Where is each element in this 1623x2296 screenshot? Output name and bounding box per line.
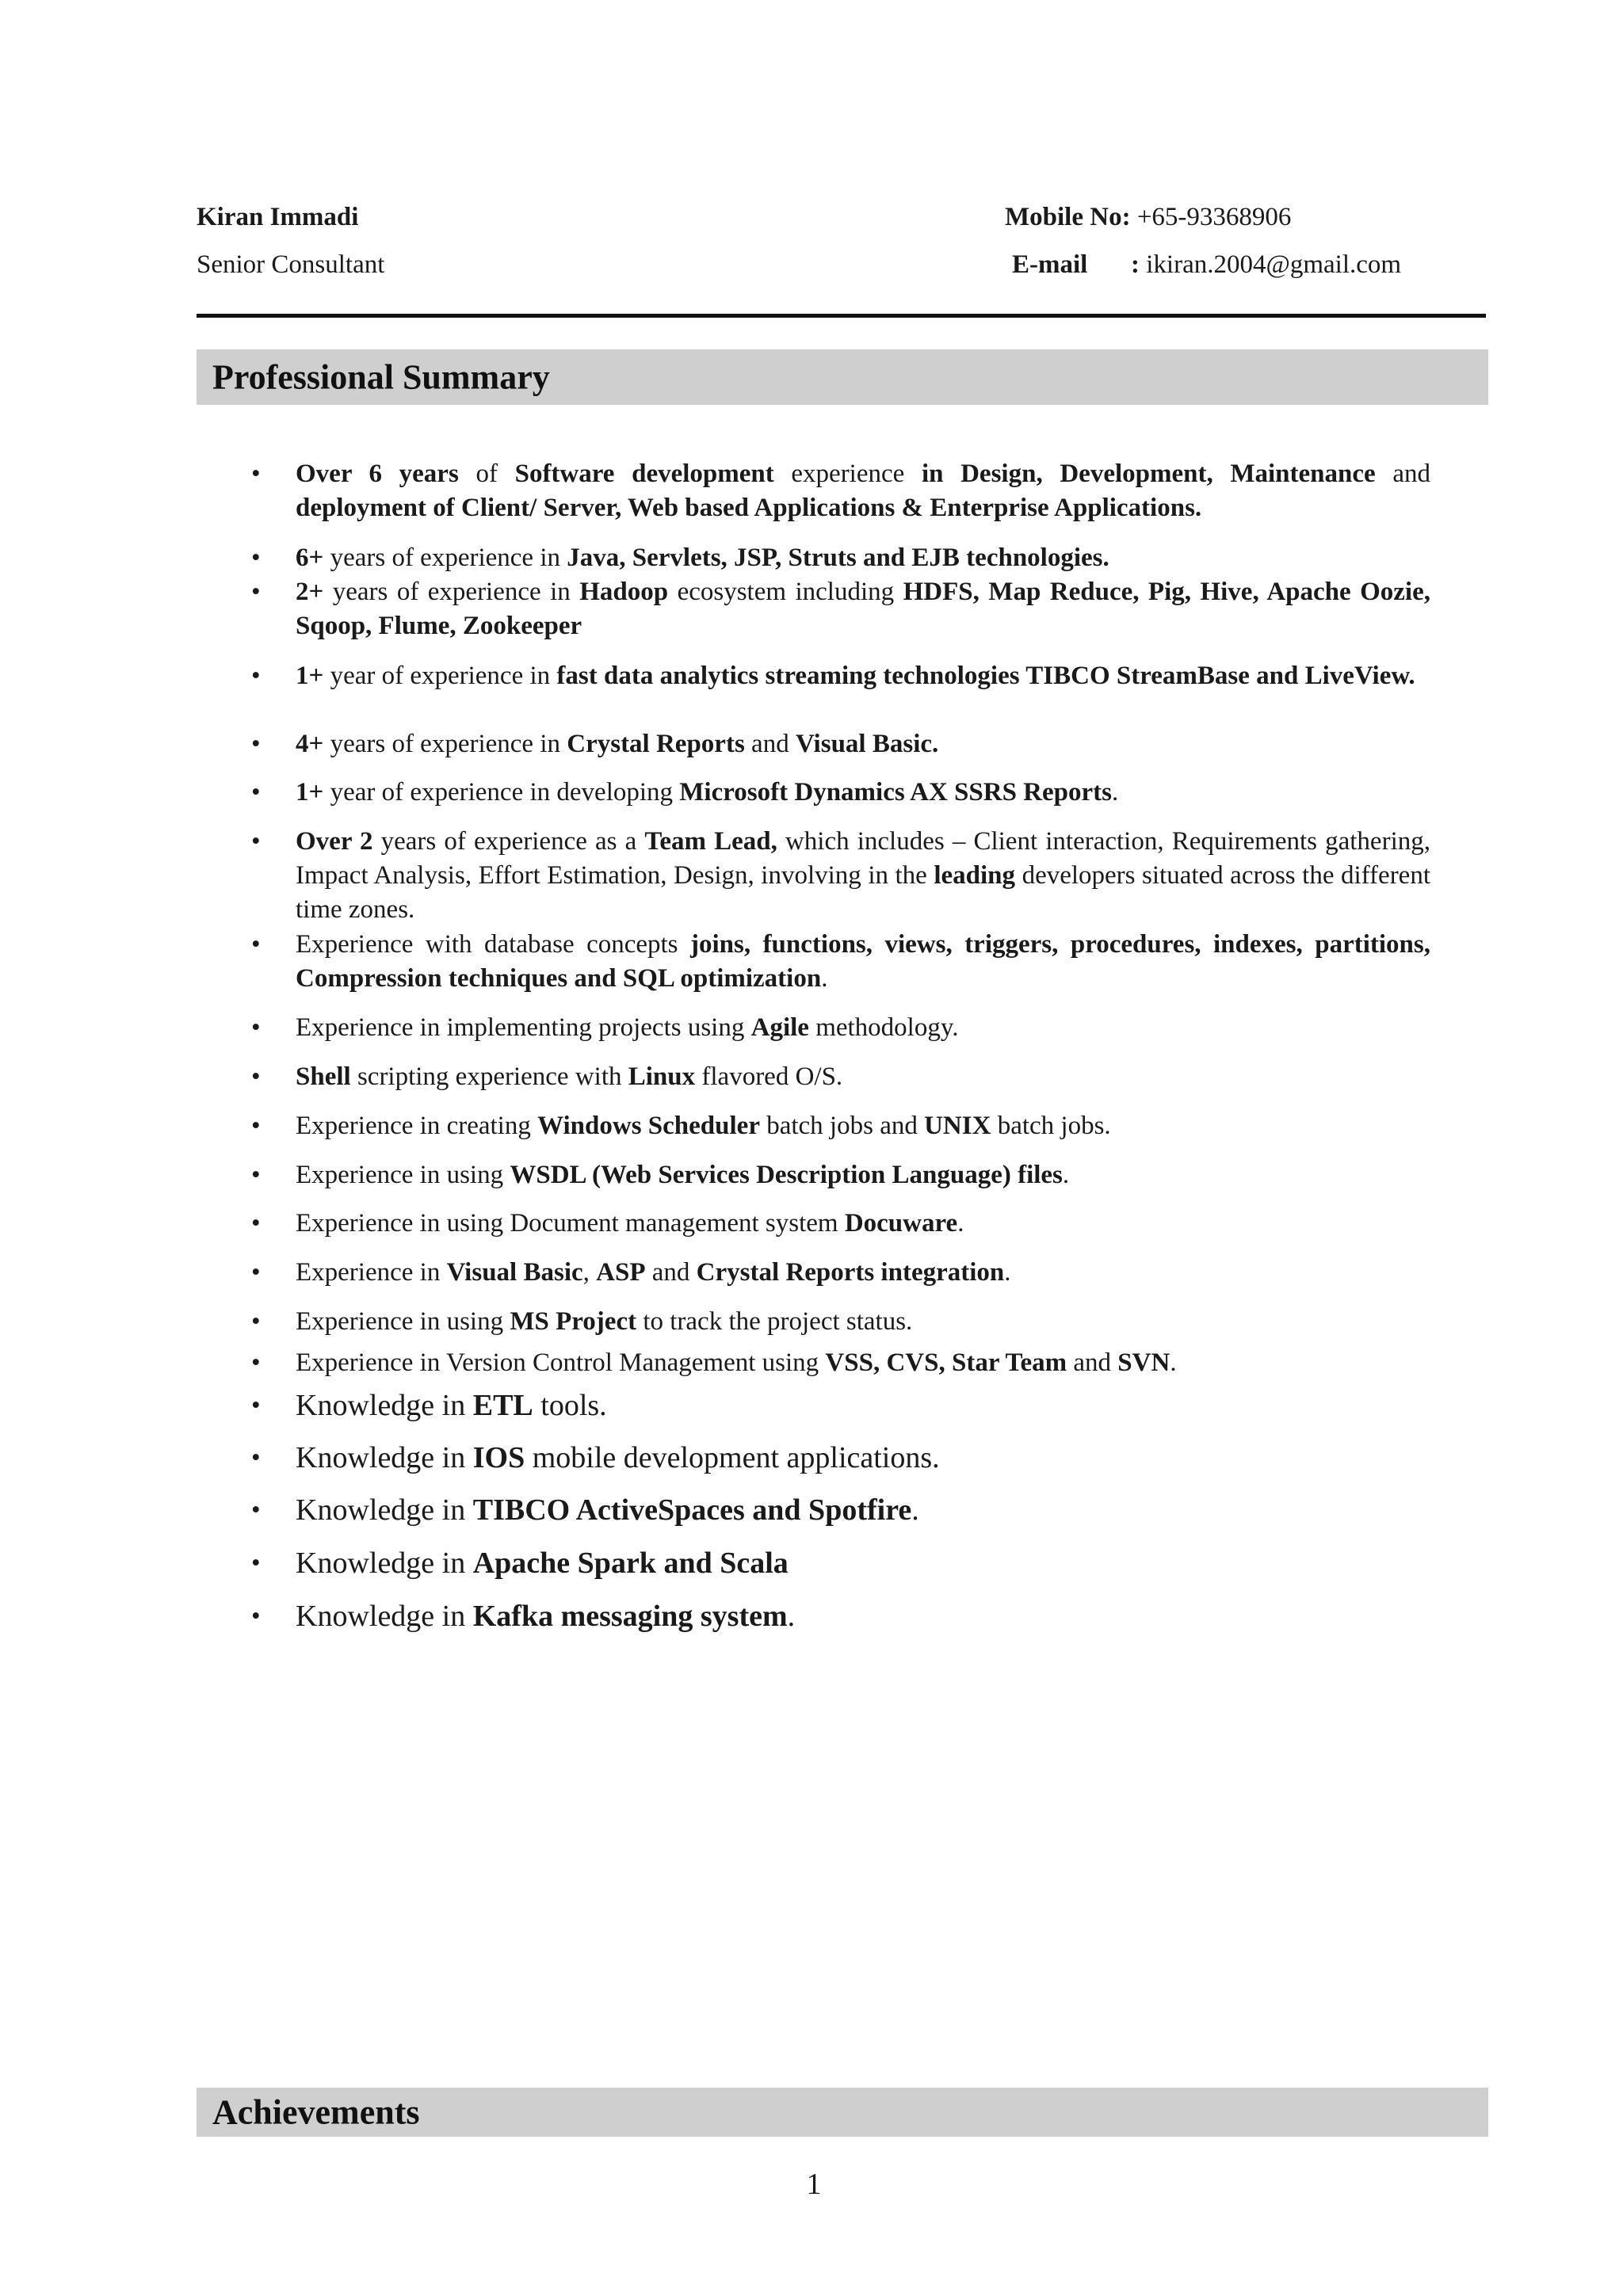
emphasis-text: ETL (472, 1389, 533, 1422)
bullet-icon: • (251, 730, 261, 758)
emphasis-text: joins, functions, views, triggers, procedures, indexes, partitions, Compression techniques and SQL optimization (296, 930, 1430, 993)
email-line (1012, 250, 1401, 280)
bullet-icon: • (251, 1258, 261, 1287)
bullet-icon: • (251, 778, 261, 807)
list-item-text (296, 1493, 919, 1527)
emphasis-text: HDFS, Map Reduce, Pig, Hive, Apache Oozie, Sqoop, Flume, Zookeeper (296, 578, 1430, 640)
list-item (251, 1305, 1430, 1339)
emphasis-text: 4+ (296, 730, 324, 758)
header-divider (197, 314, 1486, 318)
list-item-text (296, 930, 1430, 993)
list-item-text (296, 460, 1430, 522)
candidate-title: Senior Consultant (197, 250, 385, 279)
emphasis-text: Linux (628, 1062, 696, 1091)
professional-summary-header (197, 349, 1488, 405)
achievements-header (197, 2088, 1488, 2137)
list-item (251, 1545, 1430, 1581)
list-item-text (296, 662, 1415, 690)
emphasis-text: Windows Scheduler (537, 1112, 760, 1140)
body-text: Experience in implementing projects using (296, 1013, 751, 1042)
list-item (251, 776, 1430, 810)
emphasis-text: deployment of Client/ Server, Web based Applications & Enterprise Applications. (296, 494, 1202, 522)
bullet-icon: • (251, 1161, 261, 1189)
body-text: year of experience in (323, 662, 557, 690)
body-text: Knowledge in (296, 1389, 473, 1422)
body-text: experience (773, 460, 922, 488)
list-item-text (296, 827, 1430, 924)
emphasis-text: Over 6 years (296, 460, 459, 488)
emphasis-text: 2+ (296, 578, 324, 606)
emphasis-text: 6+ (296, 543, 324, 572)
list-item (251, 457, 1430, 525)
list-item-text (296, 543, 1109, 572)
body-text: . (1112, 778, 1119, 807)
list-item (251, 928, 1430, 996)
list-item (251, 1492, 1430, 1528)
list-item (251, 1011, 1430, 1045)
body-text: to track the project status. (636, 1307, 913, 1336)
emphasis-text: fast data analytics streaming technologies TIBCO StreamBase and LiveView. (556, 662, 1415, 690)
body-text: of (458, 460, 515, 488)
body-text: developers situated across the different time zones. (296, 861, 1430, 924)
body-text: , (582, 1258, 597, 1287)
emphasis-text: leading (934, 861, 1016, 890)
list-item-text (296, 1348, 1177, 1377)
body-text: . (957, 1209, 964, 1238)
emphasis-text: Software development (514, 460, 774, 488)
bullet-icon: • (251, 1444, 261, 1472)
email-separator: : (1131, 250, 1140, 279)
emphasis-text: VSS, CVS, Star Team (825, 1348, 1067, 1377)
body-text: Knowledge in (296, 1547, 473, 1580)
list-item (251, 1256, 1430, 1290)
body-text: batch jobs. (991, 1112, 1111, 1140)
body-text: Experience in using (296, 1161, 510, 1189)
body-text: Experience in using (296, 1307, 510, 1336)
body-text: and (744, 730, 796, 758)
body-text: . (787, 1600, 796, 1633)
emphasis-text: Agile (750, 1013, 809, 1042)
body-text: and (1067, 1348, 1118, 1377)
list-item-text (296, 1161, 1069, 1189)
emphasis-text: Java, Servlets, JSP, Struts and EJB technologies. (567, 543, 1109, 572)
body-text: Experience with database concepts (296, 930, 690, 959)
body-text: . (1170, 1348, 1177, 1377)
emphasis-text: 1+ (296, 778, 324, 807)
emphasis-text: Kafka messaging system (472, 1600, 788, 1633)
bullet-icon: • (251, 1013, 261, 1042)
list-item-text (296, 1209, 964, 1238)
bullet-icon: • (251, 578, 261, 606)
list-item (251, 1346, 1430, 1380)
list-item-text (296, 1112, 1111, 1140)
emphasis-text: WSDL (Web Services Description Language) files (510, 1161, 1063, 1189)
body-text: Experience in creating (296, 1112, 538, 1140)
bullet-icon: • (251, 827, 261, 856)
bullet-icon: • (251, 662, 261, 690)
list-item (251, 1387, 1430, 1424)
emphasis-text: MS Project (510, 1307, 637, 1336)
body-text: methodology. (808, 1013, 959, 1042)
body-text: Experience in using Document management system (296, 1209, 845, 1238)
body-text: and (645, 1258, 697, 1287)
list-item (251, 659, 1430, 693)
body-text: years of experience as a (372, 827, 645, 856)
emphasis-text: 1+ (296, 662, 324, 690)
emphasis-text: Over 2 (296, 827, 373, 856)
list-item-text (296, 1600, 795, 1633)
bullet-icon: • (251, 543, 261, 572)
body-text: years of experience in (323, 730, 567, 758)
list-item (251, 1060, 1430, 1094)
bullet-icon: • (251, 1496, 261, 1524)
list-item-text (296, 1013, 958, 1042)
list-item (251, 1158, 1430, 1192)
body-text: Experience in (296, 1258, 447, 1287)
body-text: Experience in Version Control Management using (296, 1348, 826, 1377)
list-item-text (296, 778, 1118, 807)
list-item (251, 541, 1430, 575)
bullet-icon: • (251, 1602, 261, 1630)
bullet-icon: • (251, 1209, 261, 1238)
emphasis-text: IOS (472, 1441, 525, 1474)
emphasis-text: Hadoop (579, 578, 669, 606)
email-label: E-mail (1012, 250, 1088, 279)
emphasis-text: Apache Spark and Scala (472, 1547, 789, 1580)
emphasis-text: Team Lead, (644, 827, 777, 856)
bullet-icon: • (251, 460, 261, 488)
emphasis-text: Microsoft Dynamics AX SSRS Reports (679, 778, 1112, 807)
emphasis-text: UNIX (924, 1112, 991, 1140)
page-number: 1 (806, 2168, 822, 2201)
list-item (251, 727, 1430, 761)
body-text: . (821, 964, 828, 993)
body-text: scripting experience with (350, 1062, 628, 1091)
body-text: Knowledge in (296, 1493, 473, 1527)
body-text: year of experience in developing (323, 778, 680, 807)
list-item (251, 1440, 1430, 1476)
bullet-icon: • (251, 930, 261, 959)
body-text: . (1004, 1258, 1011, 1287)
body-text: tools. (533, 1389, 607, 1422)
list-item-text (296, 1547, 789, 1580)
body-text: . (1062, 1161, 1070, 1189)
body-text: years of experience in (323, 543, 567, 572)
list-item-text (296, 1441, 940, 1474)
body-text: Knowledge in (296, 1600, 473, 1633)
mobile-label: Mobile No: (1005, 203, 1131, 231)
body-text: flavored O/S. (695, 1062, 843, 1091)
body-text: and (1375, 460, 1430, 488)
emphasis-text: Crystal Reports (567, 730, 745, 758)
bullet-icon: • (251, 1307, 261, 1336)
emphasis-text: TIBCO ActiveSpaces and Spotfire (472, 1493, 912, 1527)
bullet-icon: • (251, 1549, 261, 1577)
bullet-icon: • (251, 1112, 261, 1140)
body-text: mobile development applications. (525, 1441, 940, 1474)
email-address[interactable]: ikiran.2004@gmail.com (1146, 250, 1402, 279)
list-item (251, 1109, 1430, 1143)
list-item (251, 825, 1430, 927)
body-text: ecosystem including (668, 578, 903, 606)
emphasis-text: Shell (296, 1062, 351, 1091)
mobile-number: +65-93368906 (1136, 203, 1292, 231)
list-item-text (296, 730, 938, 758)
emphasis-text: Docuware (844, 1209, 958, 1238)
emphasis-text: SVN (1117, 1348, 1170, 1377)
list-item (251, 575, 1430, 643)
emphasis-text: Crystal Reports integration (696, 1258, 1005, 1287)
body-text: batch jobs and (759, 1112, 925, 1140)
list-item-text (296, 1258, 1011, 1287)
section-heading: Achievements (212, 2092, 420, 2132)
list-item-text (296, 1062, 842, 1091)
list-item-text (296, 1307, 912, 1336)
emphasis-text: Visual Basic (446, 1258, 583, 1287)
body-text: Knowledge in (296, 1441, 473, 1474)
body-text: years of experience in (323, 578, 580, 606)
bullet-icon: • (251, 1062, 261, 1091)
bullet-icon: • (251, 1391, 261, 1420)
section-heading: Professional Summary (212, 357, 550, 397)
bullet-icon: • (251, 1348, 261, 1377)
list-item-text (296, 578, 1430, 640)
candidate-name: Kiran Immadi (197, 203, 359, 231)
emphasis-text: in Design, Development, Maintenance (921, 460, 1376, 488)
list-item (251, 1598, 1430, 1634)
body-text: . (911, 1493, 919, 1527)
emphasis-text: ASP (596, 1258, 646, 1287)
list-item (251, 1207, 1430, 1241)
list-item-text (296, 1389, 607, 1422)
emphasis-text: Visual Basic. (795, 730, 939, 758)
body-text: which includes – Client interaction, Requirements gathering, Impact Analysis, Effort Estimation, Design, involving in the (296, 827, 1430, 890)
mobile-line (1005, 203, 1291, 232)
